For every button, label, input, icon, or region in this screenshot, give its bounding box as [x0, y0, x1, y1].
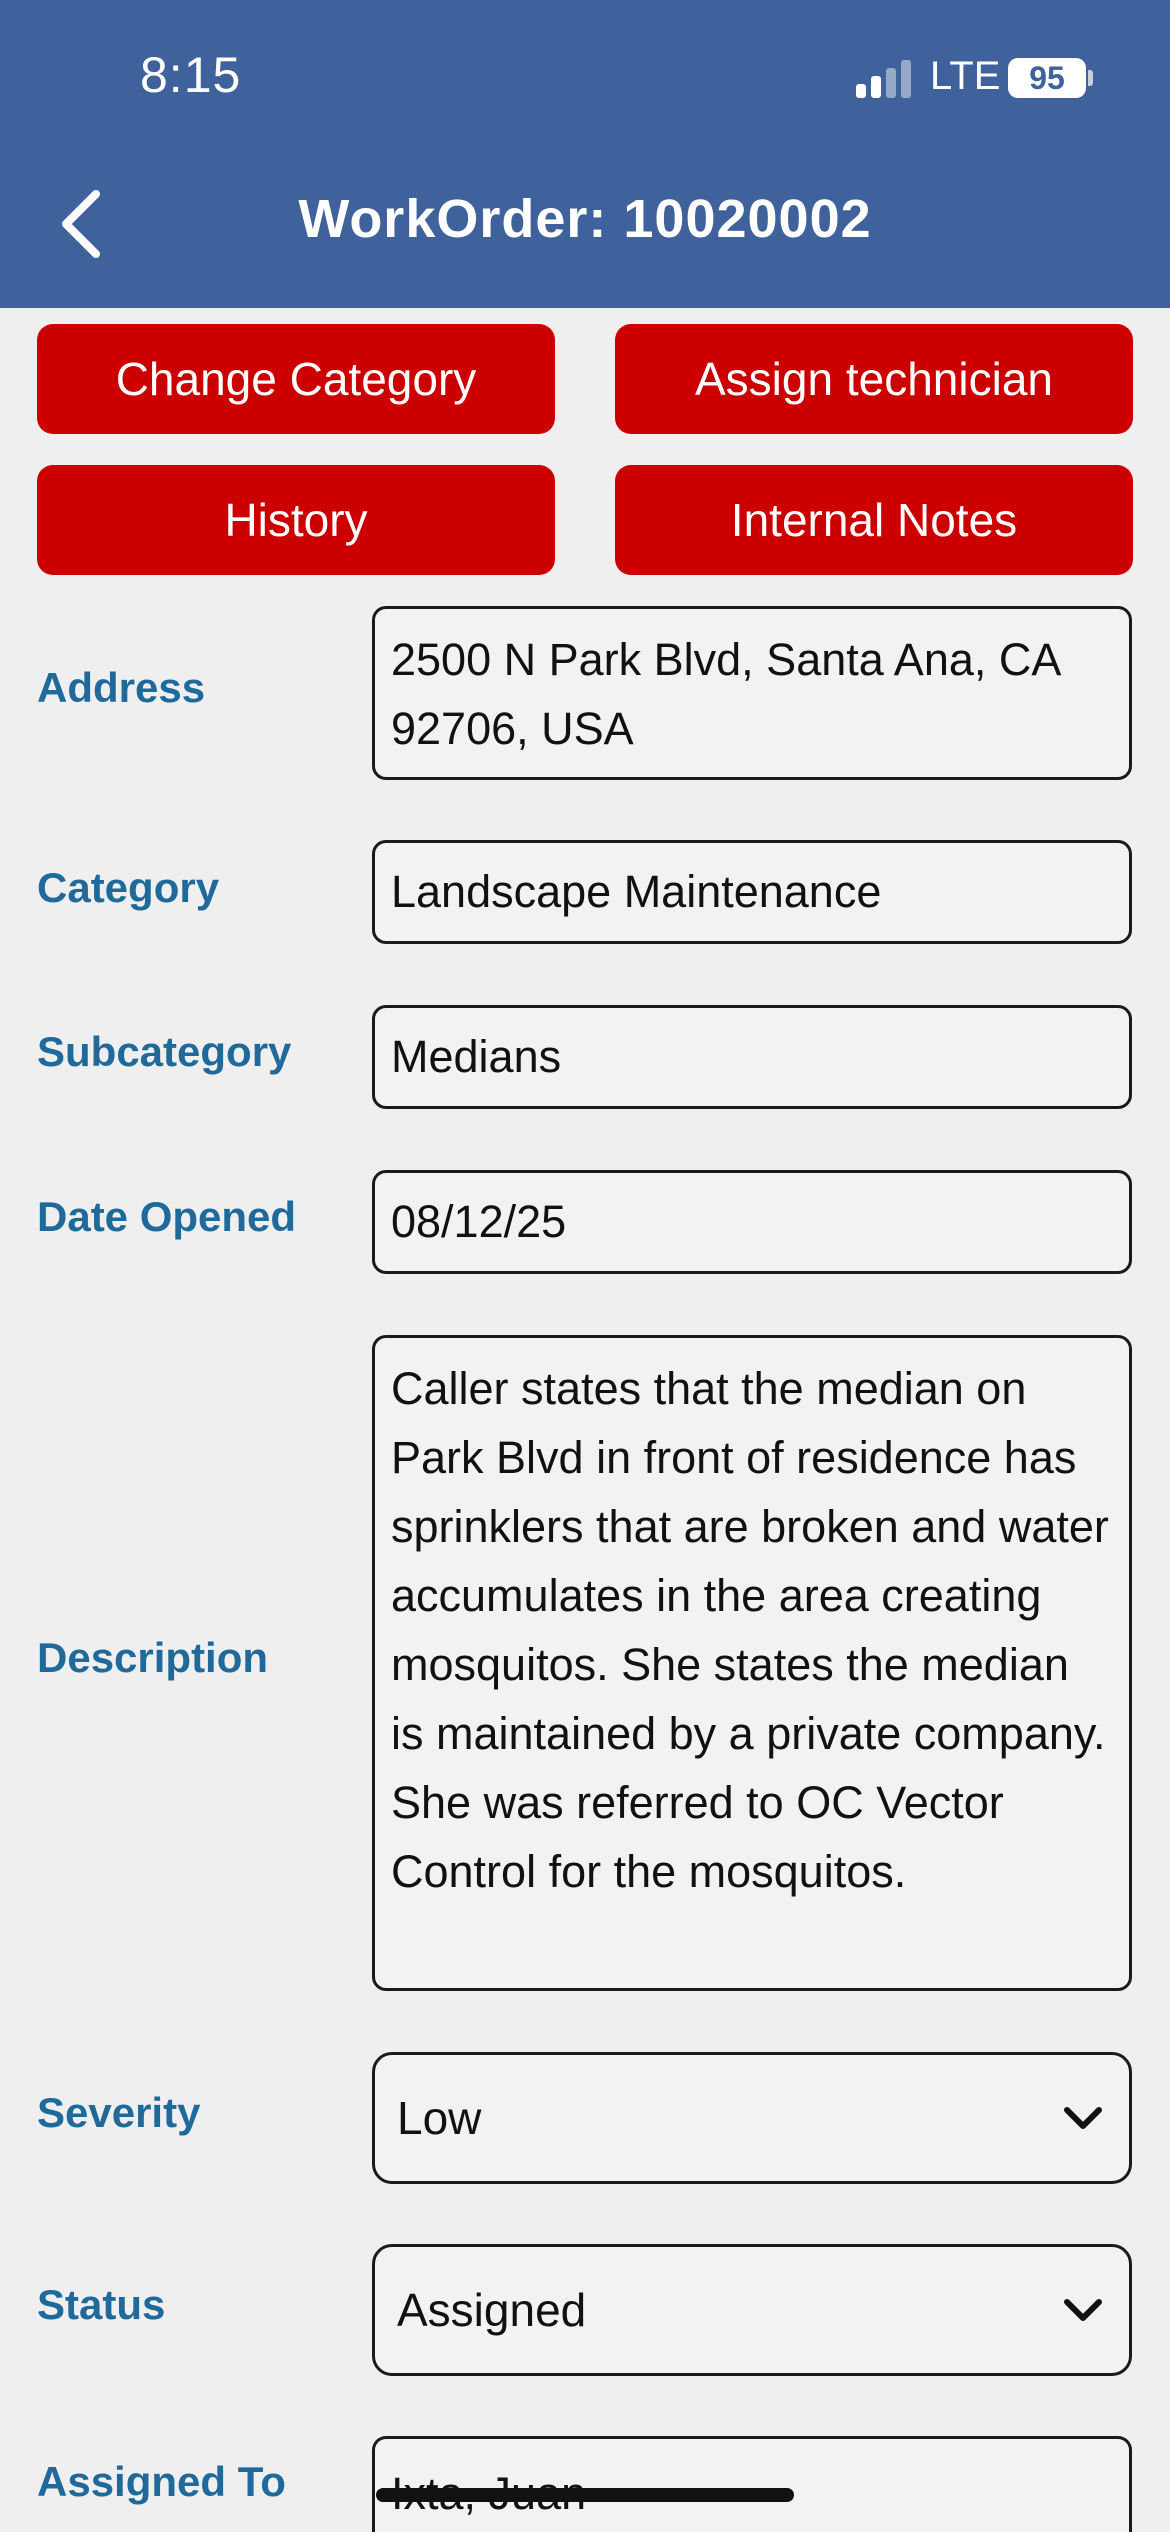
subcategory-field[interactable]: Medians [372, 1005, 1132, 1109]
status-select[interactable] [372, 2244, 1132, 2376]
page-title: WorkOrder: 10020002 [298, 189, 872, 249]
status-value: Assigned [397, 2284, 587, 2336]
severity-value: Low [397, 2092, 482, 2144]
description-field[interactable]: Caller states that the median on Park Blvd in front of residence has sprinklers that are broken and water accumulates in the area creating mosquitos. She states the median is maintained by a private company. She was referred to OC Vector Control for the mosquitos. [372, 1335, 1132, 1991]
date-opened-field[interactable]: 08/12/25 [372, 1170, 1132, 1274]
category-label: Category [37, 864, 220, 911]
network-label: LTE [930, 54, 1001, 98]
subcategory-label: Subcategory [37, 1028, 292, 1075]
signal-icon [856, 60, 912, 98]
header [0, 0, 1170, 308]
assign-technician-button[interactable]: Assign technician [615, 324, 1133, 434]
assigned-to-label: Assigned To [37, 2458, 286, 2505]
home-indicator [376, 2488, 794, 2502]
battery-icon: 95 [1008, 58, 1086, 98]
history-button[interactable]: History [37, 465, 555, 575]
internal-notes-button[interactable]: Internal Notes [615, 465, 1133, 575]
assigned-to-field[interactable] [372, 2436, 1132, 2532]
chevron-down-icon [1059, 2286, 1107, 2334]
severity-label: Severity [37, 2089, 201, 2136]
severity-select[interactable] [372, 2052, 1132, 2184]
address-label: Address [37, 664, 206, 711]
battery-tip [1088, 70, 1093, 86]
status-label: Status [37, 2281, 166, 2328]
chevron-down-icon [1059, 2094, 1107, 2142]
change-category-button[interactable]: Change Category [37, 324, 555, 434]
status-time: 8:15 [140, 47, 242, 103]
description-label: Description [37, 1634, 269, 1681]
date-opened-label: Date Opened [37, 1193, 297, 1240]
address-field[interactable]: 2500 N Park Blvd, Santa Ana, CA 92706, USA [372, 606, 1132, 780]
category-field[interactable]: Landscape Maintenance [372, 840, 1132, 944]
